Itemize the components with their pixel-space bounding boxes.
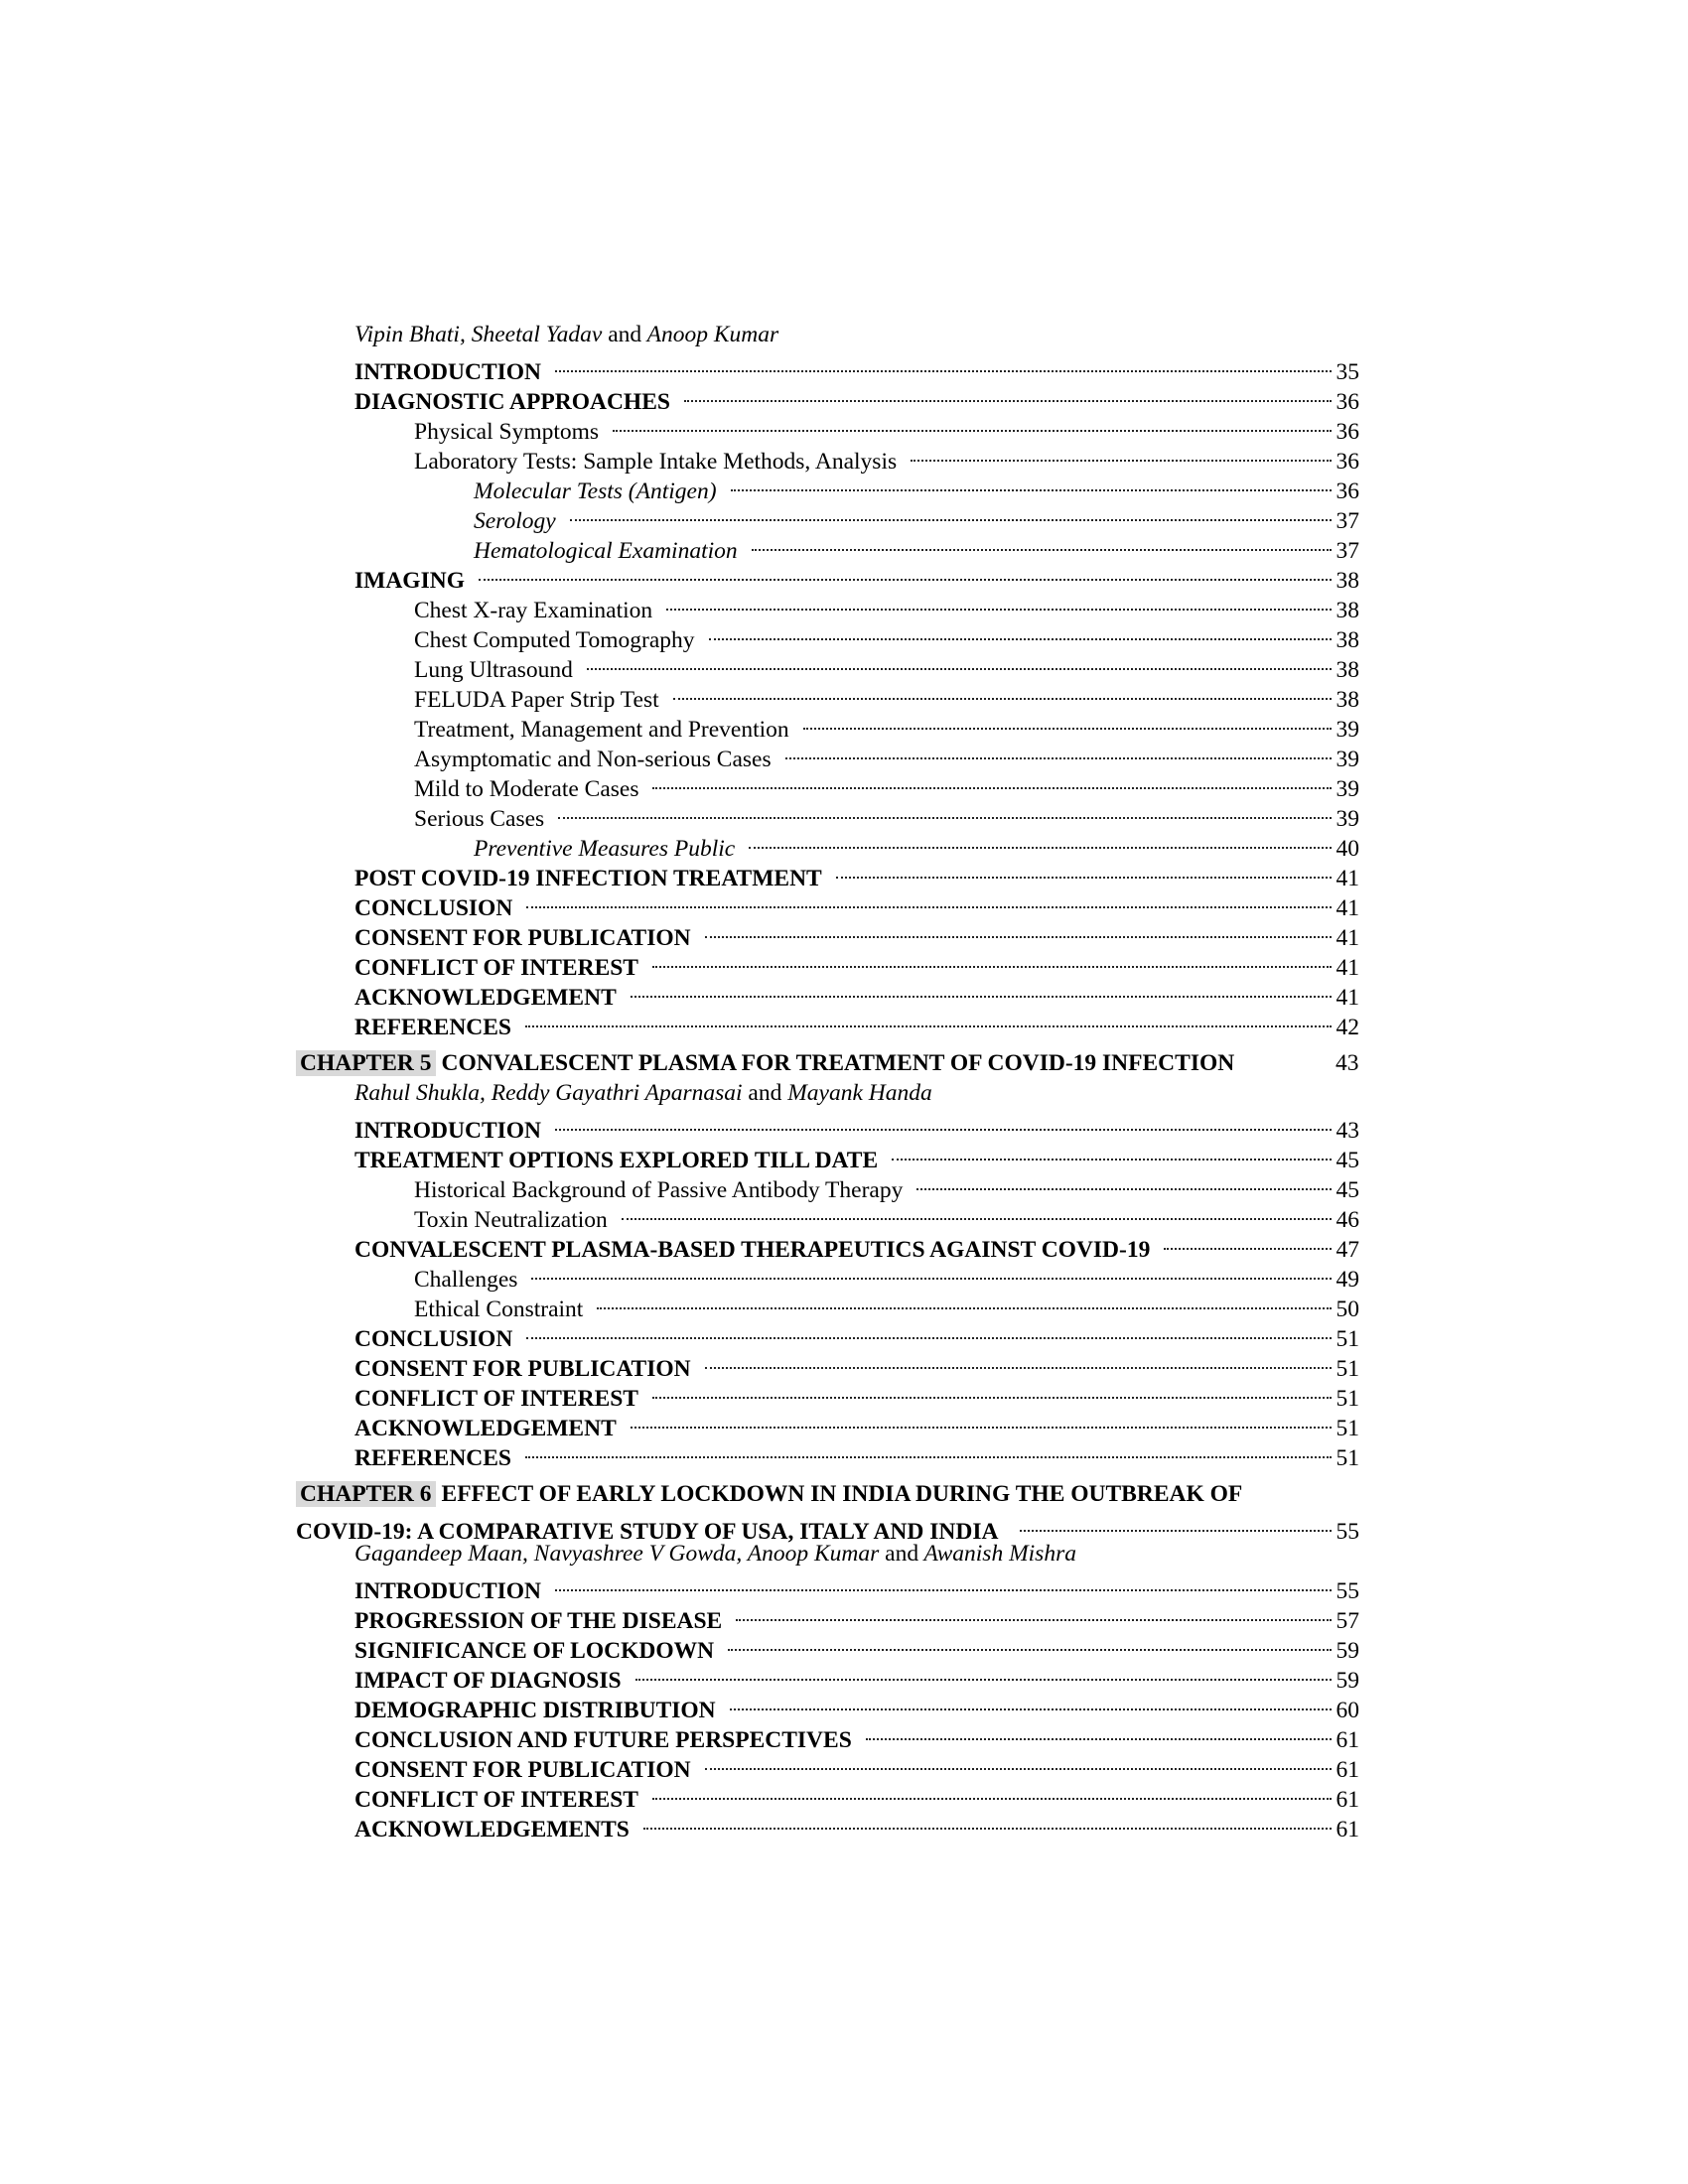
- toc-entry: CONCLUSION AND FUTURE PERSPECTIVES 61: [354, 1717, 1359, 1747]
- chapter-6-heading-line-2: [296, 1509, 1359, 1545]
- chapter-5-heading: [296, 1048, 1234, 1078]
- toc-entry: ACKNOWLEDGEMENT 51: [354, 1406, 1359, 1435]
- toc-entry: CONFLICT OF INTEREST 51: [354, 1376, 1359, 1406]
- toc-entry: Serology 37: [474, 498, 1359, 528]
- toc-entry: Molecular Tests (Antigen) 36: [474, 469, 1359, 498]
- toc-entry: ACKNOWLEDGEMENT 41: [354, 975, 1359, 1005]
- chapter-5-authors: Rahul Shukla, Reddy Gayathri Aparnasai and Mayank Handa: [354, 1080, 932, 1106]
- toc-entry: INTRODUCTION 35: [354, 349, 1359, 379]
- toc-entry: CONCLUSION 41: [354, 886, 1359, 915]
- toc-entry: PROGRESSION OF THE DISEASE 57: [354, 1598, 1359, 1628]
- toc-entry: Hematological Examination 37: [474, 528, 1359, 558]
- chapter-title-line-2: COVID-19: A COMPARATIVE STUDY OF USA, ITALY AND INDIA: [296, 1519, 999, 1545]
- toc-entry: Laboratory Tests: Sample Intake Methods, Analysis 36: [414, 439, 1359, 469]
- chapter-5-page: 43: [1336, 1050, 1359, 1076]
- toc-entry: Treatment, Management and Prevention 39: [414, 707, 1359, 737]
- toc-entry: Chest Computed Tomography 38: [414, 617, 1359, 647]
- toc-entry: Asymptomatic and Non-serious Cases 39: [414, 737, 1359, 766]
- toc-entry: CONCLUSION 51: [354, 1316, 1359, 1346]
- toc-entry: REFERENCES 42: [354, 1005, 1359, 1034]
- toc-entry: Serious Cases 39: [414, 796, 1359, 826]
- chapter-title-line-1: EFFECT OF EARLY LOCKDOWN IN INDIA DURING THE OUTBREAK OF: [441, 1481, 1243, 1507]
- chapter-4-authors: Vipin Bhati, Sheetal Yadav and Anoop Kumar: [354, 322, 779, 347]
- toc-entry: CONVALESCENT PLASMA-BASED THERAPEUTICS AGAINST COVID-19 47: [354, 1227, 1359, 1257]
- toc-entry: CONSENT FOR PUBLICATION 51: [354, 1346, 1359, 1376]
- toc-entry: IMPACT OF DIAGNOSIS 59: [354, 1658, 1359, 1688]
- toc-entry: Toxin Neutralization 46: [414, 1197, 1359, 1227]
- toc-entry: Mild to Moderate Cases 39: [414, 766, 1359, 796]
- chapter-6-authors: Gagandeep Maan, Navyashree V Gowda, Anoop Kumar and Awanish Mishra: [354, 1541, 1076, 1567]
- toc-entry: Lung Ultrasound 38: [414, 647, 1359, 677]
- toc-entry: Challenges 49: [414, 1257, 1359, 1287]
- toc-entry: FELUDA Paper Strip Test 38: [414, 677, 1359, 707]
- toc-entry: CONFLICT OF INTEREST 41: [354, 945, 1359, 975]
- chapter-6-page: 55: [1336, 1519, 1359, 1545]
- chapter-title: CONVALESCENT PLASMA FOR TREATMENT OF COVID-19 INFECTION: [441, 1050, 1235, 1076]
- toc-entry: Chest X-ray Examination 38: [414, 588, 1359, 617]
- toc-entry: CONSENT FOR PUBLICATION 41: [354, 915, 1359, 945]
- chapter-label: CHAPTER 6: [296, 1481, 436, 1507]
- toc-entry: Preventive Measures Public 40: [474, 826, 1359, 856]
- toc-entry: Historical Background of Passive Antibody Therapy 45: [414, 1167, 1359, 1197]
- toc-entry: POST COVID-19 INFECTION TREATMENT 41: [354, 856, 1359, 886]
- toc-entry: INTRODUCTION 43: [354, 1108, 1359, 1138]
- chapter-label: CHAPTER 5: [296, 1050, 436, 1076]
- toc-entry: IMAGING 38: [354, 558, 1359, 588]
- toc-entry: CONFLICT OF INTEREST 61: [354, 1777, 1359, 1807]
- toc-entry: ACKNOWLEDGEMENTS 61: [354, 1807, 1359, 1837]
- toc-entry: Physical Symptoms 36: [414, 409, 1359, 439]
- chapter-6-heading: [296, 1479, 1242, 1509]
- toc-entry: INTRODUCTION 55: [354, 1569, 1359, 1598]
- toc-entry: Ethical Constraint 50: [414, 1287, 1359, 1316]
- toc-entry: REFERENCES 51: [354, 1435, 1359, 1465]
- toc-entry: TREATMENT OPTIONS EXPLORED TILL DATE 45: [354, 1138, 1359, 1167]
- toc-entry: SIGNIFICANCE OF LOCKDOWN 59: [354, 1628, 1359, 1658]
- toc-entry: CONSENT FOR PUBLICATION 61: [354, 1747, 1359, 1777]
- toc-entry: DIAGNOSTIC APPROACHES 36: [354, 379, 1359, 409]
- toc-entry: DEMOGRAPHIC DISTRIBUTION 60: [354, 1688, 1359, 1717]
